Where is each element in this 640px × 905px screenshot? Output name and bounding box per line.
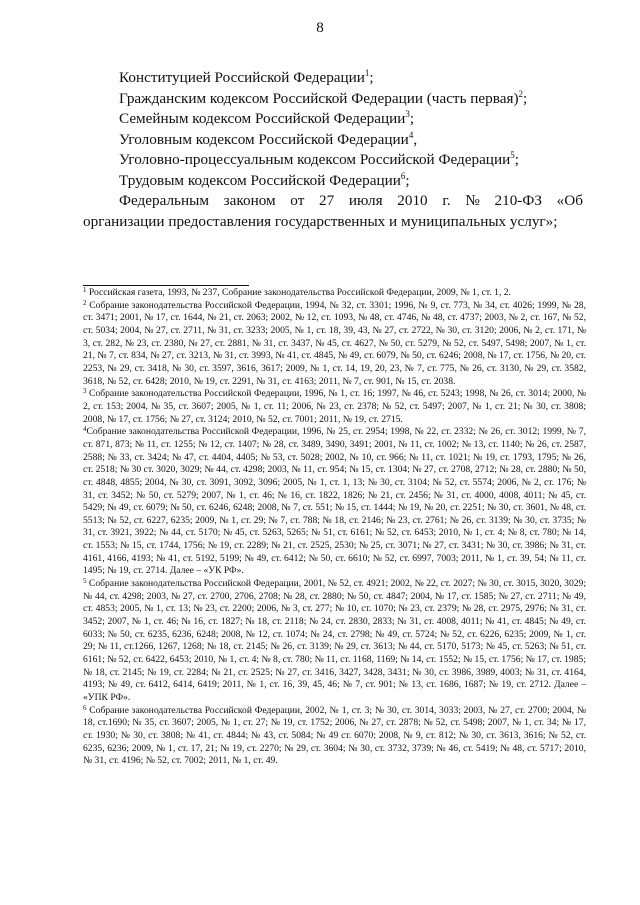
codex-list	[83, 68, 583, 191]
list-item-punctuation: ,	[413, 130, 418, 148]
footnote	[83, 705, 586, 768]
footnote-number: 3	[83, 387, 87, 396]
footnote-number: 4	[83, 425, 87, 434]
federal-law-line-2: организации предоставления государственных и муниципальных услуг»;	[83, 212, 558, 230]
footnote-number: 2	[83, 298, 87, 307]
law-word: июля	[348, 192, 383, 209]
footnote-divider	[83, 285, 249, 286]
law-word: №	[465, 192, 480, 209]
codex-list-item	[119, 171, 583, 192]
footnote-ref[interactable]: 4	[408, 129, 414, 140]
codex-list-item	[119, 130, 583, 151]
codex-list-item	[119, 68, 583, 89]
footnote-ref[interactable]: 2	[518, 88, 524, 99]
law-word: 210-ФЗ	[494, 192, 542, 209]
law-word: 2010	[397, 192, 428, 209]
footnote-number: 1	[83, 286, 87, 294]
footnote-text: Собрание законодательства Российской Федерации, 1994, № 32, ст. 3301; 1996, № 9, ст. 773, № 34, ст. 4026; 1999, № 28, ст. 3471; 2001, № 17, ст. 1644, № 21, ст. 2063; 2002, № 12, ст. 1093, № 48, ст. 4746, № 48, ст. 4737; 2003, № 2, ст. 167, № 52, ст. 5034; 2004, № 27, ст. 2711, № 31, ст. 3233; 2005, № 1, ст. 18, 39, 43, № 27, ст. 2722, № 30, ст. 3120; 2006, № 2, ст. 171, № 3, ст. 282, № 23, ст. 2380, № 27, ст. 2881, № 31, ст. 3437, № 45, ст. 4627, № 50, ст. 5279, № 52, ст. 5497, 5498; 2007, № 1, ст. 21, № 7, ст. 834, № 27, ст. 3213, № 31, ст. 3993, № 41, ст. 4845, № 49, ст. 6079, № 50, ст. 6246; 2008, № 17, ст. 1756, № 20, ст. 2253, № 29, ст. 3418, № 30, ст. 3597, 3616, 3617; 2009, № 1, ст. 14, 19, 20, 23, № 7, ст. 775, № 26, ст. 3130, № 29, ст. 3582, 3618, № 52, ст. 6428; 2010, № 19, ст. 2291, № 31, ст. 4163; 2011, № 7, ст. 901, № 15, ст. 2038.	[83, 299, 586, 387]
codex-list-item-text: Уголовным кодексом Российской Федерации	[119, 130, 409, 148]
footnote	[83, 578, 586, 705]
footnote-number: 6	[83, 703, 87, 712]
footnotes	[83, 287, 586, 768]
list-item-punctuation: ;	[409, 110, 415, 127]
codex-list-item-text: Конституцией Российской Федерации	[119, 69, 365, 86]
footnote-text: Собрание законодательства Российской Федерации, 2001, № 52, ст. 4921; 2002, № 22, ст. 2027; № 30, ст. 3015, 3020, 3029; № 44, ст. 4298; 2003, № 27, ст. 2700, 2706, 2708; № 28, ст. 2880; № 50, ст. 4847; 2004, № 17, ст. 1585; № 27, ст. 2711; № 49, ст. 4853; 2005, № 1, ст. 13; № 23, ст. 2200; 2006, № 3, ст. 277; № 10, ст. 1070; № 23, ст. 2379; № 28, ст. 2975, 2976; № 31, ст. 3452; 2007, № 1, ст. 46; № 16, ст. 1827; № 18, ст. 2118; № 24, ст. 2830, 2833; № 31, ст. 4008, 4011; № 41, ст. 4845; № 49, ст. 6033; № 50, ст. 6235, 6236, 6248; 2008, № 12, ст. 1074; № 24, ст. 2798; № 49, ст. 5724; № 52, ст. 6226, 6235; 2009, № 1, ст. 29; № 11, ст.1266, 1267, 1268; № 18, ст. 2145; № 26, ст. 3139; № 29, ст. 3613; № 44, ст. 5170, 5173; № 45, ст. 5263; № 51, ст. 6161; № 52, ст. 6422, 6453; 2010, № 1, ст. 4; № 8, ст. 780; № 11, ст. 1168, 1169; № 14, ст. 1552; № 15, ст. 1756; № 17, ст. 1985; № 18, ст. 2145; № 19, ст. 2284; № 21, ст. 2525; № 27, ст. 3416, 3427, 3428, 3431; № 30, ст. 3986, 3989, 4003; № 31, ст. 4164, 4193; № 49, ст. 6412, 6414, 6419; 2011, № 1, ст. 16, 39, 45, 46; № 7, ст. 901; № 13, ст. 1686, 1687; № 19, ст. 2712. Далее – «УПК РФ».	[83, 578, 586, 703]
codex-list-item-text: Гражданским кодексом Российской Федерации (часть первая)	[119, 89, 519, 107]
list-item-punctuation: ;	[369, 69, 374, 86]
page-number: 8	[316, 20, 324, 36]
footnote-text: Собрание законодательства Российской Федерации, 2002, № 1, ст. 3; № 30, ст. 3014, 3033; 2003, № 27, ст. 2700; 2004, № 18, ст.1690; № 35, ст. 3607; 2005, № 1, ст. 27; № 19, ст. 1752; 2006, № 27, ст. 2878; № 52, ст. 5498; 2007, № 1, ст. 34; № 17, ст. 1930; № 30, ст. 3808; № 41, ст. 4844; № 43, ст. 5084; № 49 ст. 6070; 2008, № 9, ст. 812; № 30, ст. 3613, 3616; № 52, ст. 6235, 6236; 2009, № 1, ст. 17, 21; № 19, ст. 2270; № 29, ст. 3604; № 30, ст. 3732, 3739; № 46, ст. 5419; № 48, ст. 5717; 2010, № 31, ст. 4196; № 52, ст. 7002; 2011, № 1, ст. 49.	[83, 704, 586, 767]
codex-list-item	[119, 89, 583, 110]
law-word: 27	[319, 192, 335, 209]
law-word: г.	[442, 192, 451, 209]
codex-list-item-text: Трудовым кодексом Российской Федерации	[119, 171, 401, 189]
list-item-punctuation: ;	[514, 151, 519, 168]
footnote-text: Собрание законодательства Российской Федерации, 1996, № 25, ст. 2954; 1998, № 22, ст. 2332; № 26, ст. 3012; 1999, № 7, ст. 871, 873; № 11, ст. 1255; № 12, ст. 1407; № 28, ст. 3489, 3490, 3491; 2001, № 11, ст. 1002; № 13, ст. 1140; № 26, ст. 2587, 2588; № 33, ст. 3424; № 47, ст. 4404, 4405; № 53, ст. 5028; 2002, № 10, ст. 966; № 11, ст. 1021; № 19, ст. 1793, 1795; № 26, ст. 2518; № 30 ст. 3020, 3029; № 44, ст. 4298; 2003, № 11, ст. 954; № 15, ст. 1304; № 27, ст. 2708, 2712; № 28, ст. 2880; № 50, ст. 4848, 4855; 2004, № 30, ст. 3091, 3092, 3096; 2005, № 1, ст. 1, 13; № 30, ст. 3104; № 52, ст. 5574; 2006, № 2, ст. 176; № 31, ст. 3452; № 50, ст. 5279; 2007, № 1, ст. 46; № 16, ст. 1822, 1826; № 21, ст. 2456; № 31, ст. 4000, 4008, 4011; № 45, ст. 5429; № 49, ст. 6079; № 50, ст. 6246, 6248; 2008, № 7, ст. 551; № 15, ст. 1444; № 19, № 20, ст. 2251; № 30, ст. 3601, № 48, ст. 5513; № 52, ст. 6227, 6235; 2009, № 1, ст. 29; № 7, ст. 788; № 18, ст. 2146; № 23, ст. 2761; № 26, ст. 3139; № 30, ст. 3735; № 31, ст. 3921, 3922; № 44, ст. 5170; № 45, ст. 5263, 5265; № 51, ст. 6161; № 52, ст. 6453; 2010, № 1, ст. 4; № 8, ст. 780; № 14, ст. 1553; № 15, ст. 1744, 1756; № 19, ст. 2289; № 21, ст. 2525, 2530; № 25, ст. 3071; № 27, ст. 3431; № 30, ст. 3986; № 31, ст. 4161, 4166, 4193; № 41, ст. 5192, 5199; № 49, ст. 6412; № 50, ст. 6610; № 52, ст. 6997, 7003; 2011, № 1, ст. 39, 54; № 11, ст. 1495; № 19, ст. 2714. Далее – «УК РФ».	[83, 426, 586, 577]
federal-law-paragraph	[83, 191, 583, 232]
federal-law-line-1	[119, 191, 583, 212]
footnote-ref[interactable]: 1	[364, 68, 370, 78]
footnote	[83, 287, 586, 300]
codex-list-item-text: Семейным кодексом Российской Федерации	[119, 110, 406, 127]
codex-list-item	[119, 150, 583, 171]
footnote	[83, 388, 586, 426]
footnote-ref[interactable]: 5	[510, 150, 515, 160]
footnote-ref[interactable]: 3	[405, 109, 410, 119]
law-word: «Об	[556, 192, 583, 209]
codex-list-item-text: Уголовно-процессуальным кодексом Российской Федерации	[119, 151, 511, 168]
footnote	[83, 300, 586, 389]
law-word: законом	[223, 192, 276, 209]
list-item-punctuation: ;	[405, 171, 410, 189]
footnote	[83, 426, 586, 578]
main-text	[83, 68, 583, 232]
law-word: Федеральным	[119, 192, 209, 209]
footnote-ref[interactable]: 6	[400, 170, 406, 181]
law-word: от	[290, 192, 305, 209]
footnote-number: 5	[83, 577, 87, 586]
list-item-punctuation: ;	[523, 89, 528, 107]
footnote-text: Собрание законодательства Российской Федерации, 1996, № 1, ст. 16; 1997, № 46, ст. 5243; 1998, № 26, ст. 3014; 2000, № 2, ст. 153; 2004, № 35, ст. 3607; 2005, № 1, ст. 11; 2006, № 23, ст. 2378; № 52, ст. 5497; 2007, № 1, ст. 21; № 30, ст. 3808; 2008, № 17, ст. 1756; № 27, ст. 3124; 2010, № 52, ст. 7001; 2011, № 19, ст. 2715.	[83, 388, 586, 425]
codex-list-item	[119, 109, 583, 130]
footnote-text: Российская газета, 1993, № 237, Собрание законодательства Российской Федерации, 2009, № 1, ст. 1, 2.	[86, 287, 511, 298]
